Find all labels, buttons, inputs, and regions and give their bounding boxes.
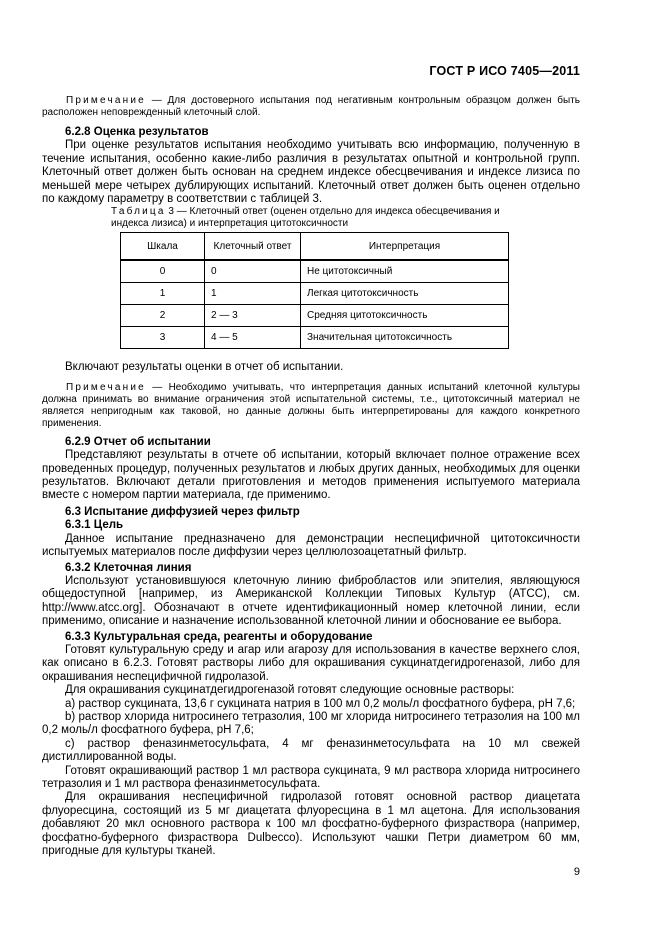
- column-header-cell-response: Клеточный ответ: [205, 233, 301, 261]
- list-item-a: a) раствор сукцината, 13,6 г сукцината натрия в 100 мл 0,2 моль/л фосфатного буфера, pH 7,6;: [65, 697, 576, 710]
- table-caption-label: Таблица: [111, 206, 166, 218]
- table-row: [121, 260, 509, 283]
- list-item-c: c) раствор феназинметосульфата, 4 мг феназинметосульфата на 10 мл свежей дистиллированной воды.: [42, 737, 580, 764]
- heading-6-3-3: 6.3.3 Культуральная среда, реагенты и оборудование: [65, 630, 373, 643]
- page-number: 9: [573, 866, 580, 879]
- column-header-scale: Шкала: [121, 233, 205, 261]
- document-title: ГОСТ Р ИСО 7405—2011: [429, 64, 580, 78]
- cell-scale: 0: [121, 260, 205, 283]
- list-item-b: b) раствор хлорида нитросинего тетразолия, 100 мг хлорида нитросинего тетразолия на 100 мл 0,2 моль/л фосфатного буфера, pH 7,6;: [42, 710, 580, 737]
- table-row: [121, 327, 509, 349]
- cell-scale: 2: [121, 305, 205, 327]
- paragraph-6-2-8: При оценке результатов испытания необходимо учитывать всю информацию, полученную в течение испытания, особенно какие-либо различия в результатах опытной и контрольной групп. Клеточный ответ должен быть основан на среднем индексе обесцвечивания и индексе лизиса по меньшей мере четырех дублирующих испытаний. Клеточный ответ должен быть оценен отдельно по каждому параметру в соответствии с таблицей 3.: [42, 139, 580, 206]
- paragraph-6-3-3-media: Готовят культуральную среду и агар или агарозу для использования в качестве верхнего слоя, как описано в 6.2.3. Готовят растворы либо для окрашивания сукцинатдегидрогеназой, либо для окрашивания неспецифичной гидролазой.: [42, 643, 580, 683]
- table-caption: [111, 206, 505, 229]
- cell-interpretation: Легкая цитотоксичность: [301, 283, 509, 305]
- heading-6-3: 6.3 Испытание диффузией через фильтр: [65, 505, 300, 518]
- paragraph-include-results: Включают результаты оценки в отчет об испытании.: [65, 361, 344, 374]
- table-header-row: [121, 233, 509, 261]
- note-negative-control: [42, 95, 580, 119]
- note-label: Примечание: [66, 381, 146, 393]
- cell-response: 0: [205, 260, 301, 283]
- paragraph-6-3-2: Используют установившуюся клеточную линию фибробластов или эпителия, являющуюся общедоступной [например, из Американской Коллекции Типовых Культур (ATCC), см. http://www.atcc.org]. Обозначают в отчете идентификационный номер клеточной линии, если применимо, описание и назначение использованной клеточной линии и обоснование ее выбора.: [42, 574, 580, 628]
- note-label: Примечание: [66, 95, 146, 106]
- table-row: [121, 305, 509, 327]
- cell-response: 2 — 3: [205, 305, 301, 327]
- heading-6-3-1: 6.3.1 Цель: [65, 519, 124, 532]
- cell-scale: 3: [121, 327, 205, 349]
- heading-6-2-9: 6.2.9 Отчет об испытании: [65, 435, 211, 448]
- paragraph-6-2-9: Представляют результаты в отчете об испытании, который включает полное отражение всех проведенных процедур, полученных результатов и любых других данных, необходимых для оценки результатов. Включают детали приготовления и методов применения испытуемого материала вместе с номером партии материала, где применимо.: [42, 449, 580, 502]
- note-text: — Необходимо учитывать, что интерпретация данных испытаний клеточной культуры должна принимать во внимание ограничения этой испытательной системы, т.е., цитотоксичный материал не является непригодным как таковой, но данные должны быть интерпретированы для каждого конкретного применения.: [42, 381, 580, 429]
- column-header-interpretation: Интерпретация: [301, 233, 509, 261]
- cell-interpretation: Значительная цитотоксичность: [301, 327, 509, 349]
- paragraph-6-3-1: Данное испытание предназначено для демонстрации неспецифичной цитотоксичности испытуемых материалов после диффузии через целлюлозоацетатный фильтр.: [42, 532, 580, 559]
- note-interpretation: [42, 382, 580, 430]
- heading-6-3-2: 6.3.2 Клеточная линия: [65, 561, 192, 574]
- cell-response: 4 — 5: [205, 327, 301, 349]
- paragraph-6-3-3-solutions-intro: Для окрашивания сукцинатдегидрогеназой готовят следующие основные растворы:: [65, 684, 515, 697]
- table-caption-text: 3 — Клеточный ответ (оценен отдельно для индекса обесцвечивания и индекса лизиса) и интерпретация цитотоксичности: [111, 206, 500, 229]
- cell-interpretation: Не цитотоксичный: [301, 260, 509, 283]
- note-text: — Для достоверного испытания под негативным контрольным образцом должен быть расположен неповрежденный клеточный слой.: [42, 95, 580, 118]
- cell-response: 1: [205, 283, 301, 305]
- paragraph-6-3-3-hydrolase: Для окрашивания неспецифичной гидролазой готовят основной раствор диацетата флуоресцина, состоящий из 5 мг диацетата флуоресцина в 1 мл ацетона. Для использования добавляют 20 мкл основного раствора к 100 мл фосфатно-буферного физраствора (например, фосфатно-буферного физраствора Dulbecco). Используют чашки Петри диаметром 60 мм, пригодные для культуры тканей.: [42, 791, 580, 858]
- table-row: [121, 283, 509, 305]
- cell-interpretation: Средняя цитотоксичность: [301, 305, 509, 327]
- paragraph-6-3-3-staining-solution: Готовят окрашивающий раствор 1 мл раствора сукцината, 9 мл раствора хлорида нитросинего тетразолия и 1 мл раствора феназинметосульфата.: [42, 764, 580, 790]
- heading-6-2-8: 6.2.8 Оценка результатов: [65, 126, 209, 138]
- table-3-cell-response: [120, 232, 509, 349]
- cell-scale: 1: [121, 283, 205, 305]
